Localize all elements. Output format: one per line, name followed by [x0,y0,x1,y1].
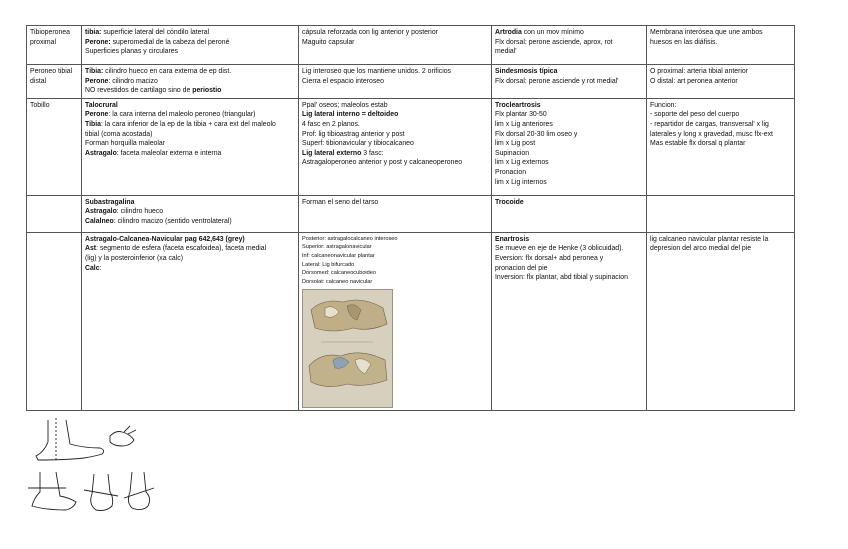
text-line: Trocleartrosis [495,101,541,109]
text-line: Talocrural [85,101,118,109]
text-line: Sindesmosis típica [495,68,558,75]
text-line: laterales y long x gravedad, musc flx-ext [650,130,773,138]
text-line: Tibia: cilindro hueco en cara externa de ep dist. [85,68,232,75]
ligaments-cell [299,232,492,411]
notes-cell [647,195,795,232]
bones-cell [82,195,299,232]
text-line: depresion del arco medial del pie [650,245,752,253]
table-row [27,232,795,411]
text-line: Mas estable flx dorsal q plantar [650,140,746,148]
region-label: Peroneo tibial distal [30,68,73,85]
text-line: Membrana interósea que une ambos [650,29,763,36]
text-line: Se mueve en eje de Henke (3 oblicuidad). [495,245,624,253]
text-line: Astragalo: faceta maleolar externa e interna [85,149,222,157]
text-line: Forman el seno del tarso [302,198,379,206]
text-line: Posterior: astragalocalcaneo interoseo [302,235,398,242]
text-line: Flx dorsal: perone asciende y rot medial' [495,77,619,85]
notes-cell [647,98,795,195]
text-line: Superficies planas y circulares [85,48,179,56]
text-line: - repartidor de cargas, transversal' x lig [650,120,769,128]
text-line: Forman horquilla maleolar [85,140,166,148]
bones-cell [82,26,299,65]
table-row [27,195,795,232]
text-line: huesos en las diáfisis. [650,38,718,46]
text-line: Tibia: la cara inferior de la ep de la tibia + cara ext del maleolo [85,120,276,128]
text-line: Perone: cilindro macizo [85,77,158,85]
text-line: Prof: lig tibioastrag anterior y post [302,130,405,138]
text-line: tibia: superficie lateral del cóndilo lateral [85,29,210,36]
region-cell [27,98,82,195]
text-line: Calalneo: cilindro macizo (sentido ventrolateral) [85,217,232,225]
type-cell [492,232,647,411]
text-line: lim x Lig externos [495,159,549,167]
ligaments-cell [299,98,492,195]
bones-cell [82,65,299,99]
text-line: Trocoide [495,198,524,206]
region-label: Tobillo [30,101,50,109]
text-line: - soporte del peso del cuerpo [650,111,740,119]
text-line: medial' [495,48,517,56]
table-row [27,26,795,65]
notes-cell [647,232,795,411]
ligaments-cell [299,65,492,99]
notes-cell [647,26,795,65]
text-line: Flx plantar 30-50 [495,111,547,119]
ligaments-cell [299,195,492,232]
text-line: Eversion: flx dorsal+ abd peronea y [495,254,604,262]
text-line: Dorsomed: calcaneocuboideo [302,270,377,277]
text-line: Artrodia con un mov mínimo [495,29,584,36]
bones-cell [82,98,299,195]
text-line: Lig interoseo que los mantiene unidos. 2 orificios [302,68,452,75]
text-line: 4 fasc en 2 planos. [302,120,360,128]
anatomy-table [26,25,795,411]
text-line: O proximal: arteria tibial anterior [650,68,749,75]
text-line: cápsula reforzada con lig anterior y posterior [302,29,438,36]
text-line: Dorsolat: calcaneo navicular [302,278,373,285]
text-line: Flx dorsal 20-30 lim oseo y [495,130,578,138]
text-line: O distal: art peronea anterior [650,77,738,85]
text-line: Astragalo: cilindro hueco [85,208,164,216]
text-line: (lig) y la posteroinferior (xa calc) [85,254,184,262]
text-line: lig calcaneo navicular plantar resiste la [650,235,769,243]
text-line: Ast: segmento de esfera (faceta escafoidea), faceta medial [85,245,267,253]
foot-motion-sketch [26,414,156,524]
region-cell [27,195,82,232]
type-cell [492,26,647,65]
text-line: Inf: calcaneonavicular plantar [302,252,375,259]
text-line: Lig lateral externo 3 fasc: [302,149,384,157]
text-line: Subastragalina [85,198,135,206]
text-line: Cierra el espacio interoseo [302,77,384,85]
text-line: Perone: la cara interna del maleolo peroneo (triangular) [85,111,256,119]
text-line: tibial (coma acostada) [85,130,153,138]
text-line: NO revestidos de cartilago sino de periostio [85,87,222,95]
region-cell [27,65,82,99]
text-line: Funcion: [650,101,677,109]
foot-bones-illustration [303,290,392,407]
text-line: Maguito capsular [302,38,355,46]
bones-cell [82,232,299,411]
text-line: Enartrosis [495,235,530,243]
text-line: Inversion: flx plantar, abd tibial y supinacion [495,274,628,282]
ligaments-cell [299,26,492,65]
text-line: pronacion del pie [495,264,548,272]
text-line: Lig lateral interno = deltoideo [302,111,399,119]
text-line: Supinacion [495,149,530,157]
table-row [27,98,795,195]
text-line: Astragaloperoneo anterior y post y calcaneoperoneo [302,159,463,167]
text-line: Pronacion [495,168,527,176]
type-cell [492,195,647,232]
foot-outline [36,420,104,460]
region-label: Tibioperonea proximal [30,29,70,46]
text-line: Lateral: Lig bifurcado [302,261,355,268]
region-cell [27,232,82,411]
foot-joint-figure [302,289,393,408]
text-line: Calc: [85,264,102,272]
notes-cell [647,65,795,99]
text-line: Superf: tibionavicular y tibiocalcaneo [302,140,414,148]
text-line: Perone: superomedial de la cabeza del peroné [85,38,230,46]
text-line: Flx dorsal: perone asciende, aprox, rot [495,38,613,46]
table-row [27,65,795,99]
region-cell [27,26,82,65]
text-line: Ppal' oseos; maleolos estab [302,101,388,109]
text-line: lim x Lig anteriores [495,120,553,128]
type-cell [492,98,647,195]
text-line: Astragalo-Calcanea-Navicular pag 642,643 (grey) [85,235,245,243]
type-cell [492,65,647,99]
text-line: lim x Lig post [495,140,536,148]
text-line: lim x Lig internos [495,178,547,186]
text-line: Superior: astragalonavicular [302,244,372,251]
